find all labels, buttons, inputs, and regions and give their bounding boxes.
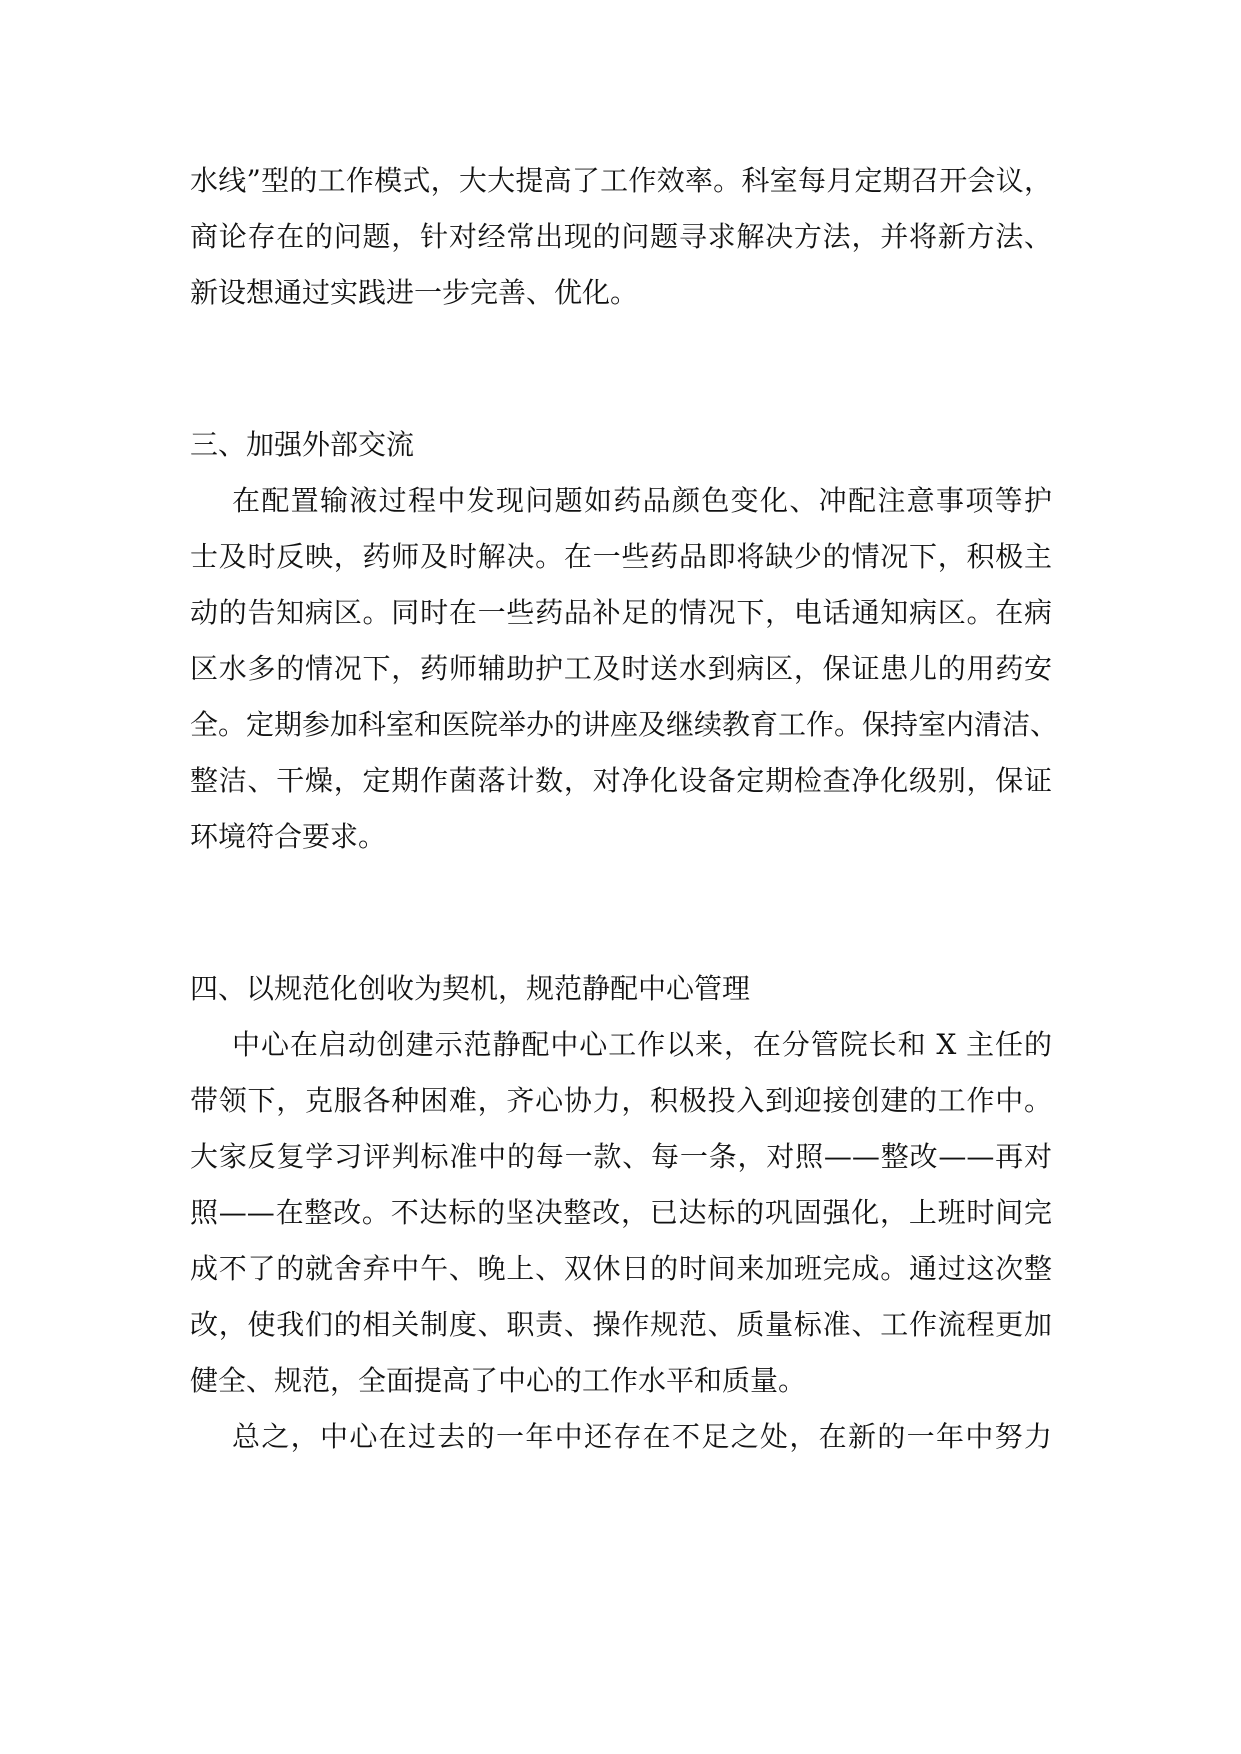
paragraph-line: 在配置输液过程中发现问题如药品颜色变化、冲配注意事项等护	[232, 484, 1052, 517]
paragraph-line: 成不了的就舍弃中午、晚上、双休日的时间来加班完成。通过这次整	[190, 1252, 1052, 1285]
paragraph-line: 环境符合要求。	[190, 820, 387, 853]
section-heading: 四、以规范化创收为契机，规范静配中心管理	[190, 972, 751, 1005]
paragraph-line: 改，使我们的相关制度、职责、操作规范、质量标准、工作流程更加	[190, 1308, 1052, 1341]
paragraph-line: 区水多的情况下，药师辅助护工及时送水到病区，保证患儿的用药安	[190, 652, 1052, 685]
paragraph-line: 照——在整改。不达标的坚决整改，已达标的巩固强化，上班时间完	[190, 1196, 1052, 1229]
paragraph-line: 健全、规范，全面提高了中心的工作水平和质量。	[190, 1364, 807, 1397]
paragraph-line: 中心在启动创建示范静配中心工作以来，在分管院长和 X 主任的	[232, 1028, 1052, 1061]
paragraph-line: 全。定期参加科室和医院举办的讲座及继续教育工作。保持室内清洁、	[190, 708, 1059, 741]
paragraph-line: 水线”型的工作模式，大大提高了工作效率。科室每月定期召开会议，	[190, 164, 1052, 197]
paragraph-line: 商论存在的问题，针对经常出现的问题寻求解决方法，并将新方法、	[190, 220, 1052, 253]
paragraph-line: 大家反复学习评判标准中的每一款、每一条，对照——整改——再对	[190, 1140, 1052, 1173]
paragraph-line: 新设想通过实践进一步完善、优化。	[190, 276, 639, 309]
paragraph-line: 总之，中心在过去的一年中还存在不足之处，在新的一年中努力	[232, 1420, 1052, 1453]
paragraph-line: 士及时反映，药师及时解决。在一些药品即将缺少的情况下，积极主	[190, 540, 1052, 573]
paragraph-line: 动的告知病区。同时在一些药品补足的情况下，电话通知病区。在病	[190, 596, 1052, 629]
section-heading: 三、加强外部交流	[190, 428, 415, 461]
paragraph-line: 带领下，克服各种困难，齐心协力，积极投入到迎接创建的工作中。	[190, 1084, 1052, 1117]
paragraph-line: 整洁、干燥，定期作菌落计数，对净化设备定期检查净化级别，保证	[190, 764, 1052, 797]
